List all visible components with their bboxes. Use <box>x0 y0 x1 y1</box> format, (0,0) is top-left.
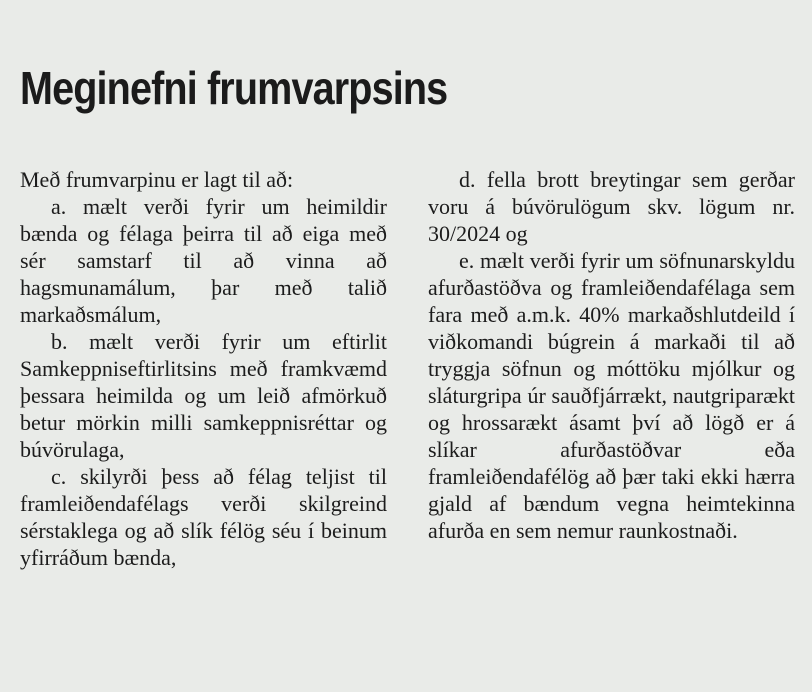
list-item-d: d. fella brott breytingar sem gerðar voru á búvörulögum skv. lögum nr. 30/2024 og <box>428 167 795 246</box>
intro-paragraph: Með frumvarpinu er lagt til að: <box>20 167 294 192</box>
article-headline: Meginefni frumvarpsins <box>20 62 448 114</box>
article-column-left <box>20 166 387 571</box>
list-item-c: c. skilyrði þess að félag teljist til framleiðendafélags verði skilgreind sérstaklega og að slík félög séu í beinum yfirráðum bænda, <box>20 464 387 570</box>
list-item-e: e. mælt verði fyrir um söfnunarskyldu afurðastöðva og framleiðendafélaga sem fara með a.m.k. 40% markaðshlutdeild í viðkomandi búgrein á markaði til að tryggja söfnun og móttöku mjólkur og sláturgripa úr sauðfjárrækt, nautgriparækt og hrossarækt ásamt því að lögð er á slíkar afurðastöðvar eða framleiðendafélög að þær taki ekki hærra gjald af bændum vegna heimtekinna afurða en sem nemur raunkostnaði. <box>428 248 795 543</box>
list-item-a: a. mælt verði fyrir um heimildir bænda og félaga þeirra til að eiga með sér samstarf til að vinna að hagsmunamálum, þar með talið markaðsmálum, <box>20 194 387 327</box>
list-item-b: b. mælt verði fyrir um eftirlit Samkeppniseftirlitsins með framkvæmd þessara heimilda og um leið afmörkuð betur mörkin milli samkeppnisréttar og búvörulaga, <box>20 329 387 462</box>
article-column-right <box>428 166 795 544</box>
